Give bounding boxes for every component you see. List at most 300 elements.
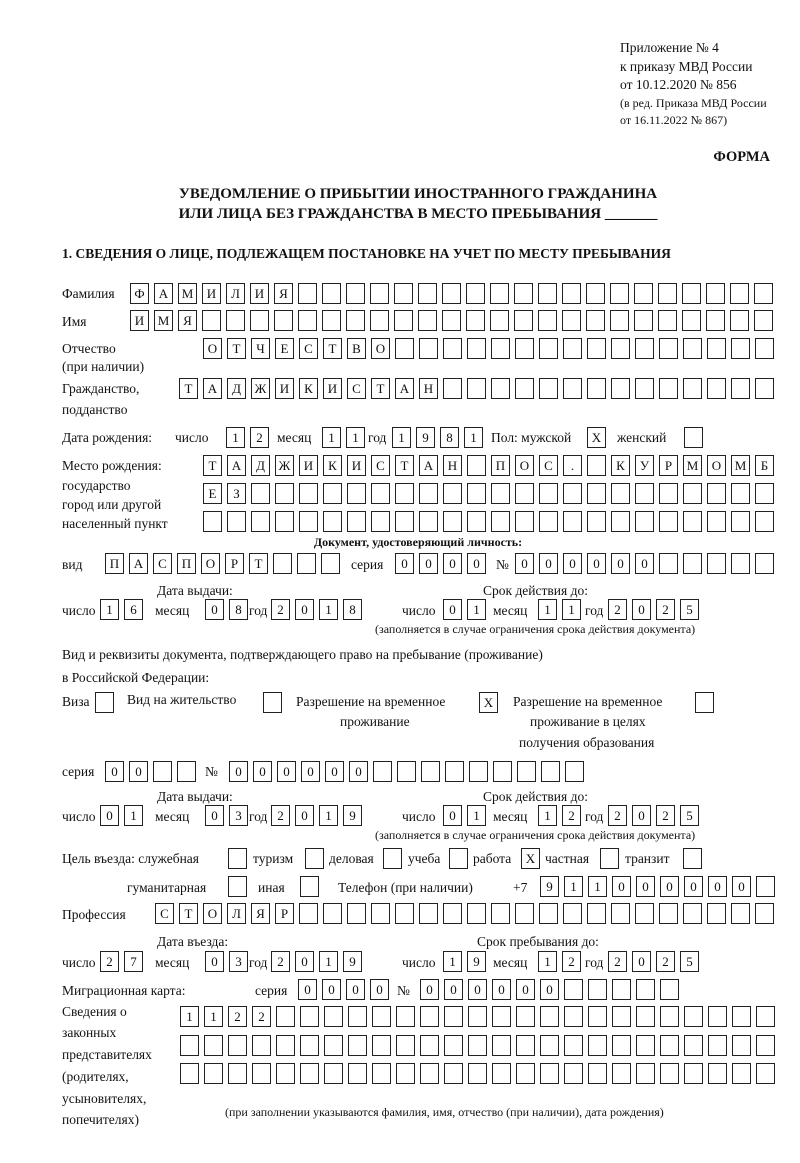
char-cell[interactable]: Ж xyxy=(275,455,294,476)
char-cell[interactable] xyxy=(659,483,678,504)
char-cell[interactable]: 1 xyxy=(538,951,557,972)
char-cell[interactable] xyxy=(611,511,630,532)
char-cell[interactable]: 0 xyxy=(277,761,296,782)
char-cell[interactable] xyxy=(684,1006,703,1027)
checkbox-cell[interactable] xyxy=(305,848,324,869)
char-cell[interactable] xyxy=(323,903,342,924)
char-cell[interactable] xyxy=(756,1035,775,1056)
char-cell[interactable] xyxy=(564,1006,583,1027)
char-cell[interactable] xyxy=(684,1035,703,1056)
char-cell[interactable]: И xyxy=(202,283,221,304)
char-cell[interactable] xyxy=(202,310,221,331)
char-cell[interactable] xyxy=(563,378,582,399)
char-cell[interactable] xyxy=(490,283,509,304)
checkbox-cell[interactable] xyxy=(263,692,282,713)
char-cell[interactable]: 0 xyxy=(100,805,119,826)
char-cell[interactable]: С xyxy=(539,455,558,476)
char-cell[interactable] xyxy=(322,283,341,304)
char-cell[interactable] xyxy=(419,338,438,359)
char-cell[interactable]: 9 xyxy=(343,951,362,972)
char-cell[interactable]: О xyxy=(371,338,390,359)
char-cell[interactable] xyxy=(754,283,773,304)
char-cell[interactable]: Е xyxy=(203,483,222,504)
char-cell[interactable] xyxy=(443,483,462,504)
char-cell[interactable]: К xyxy=(323,455,342,476)
char-cell[interactable] xyxy=(467,338,486,359)
char-cell[interactable]: 0 xyxy=(515,553,534,574)
char-cell[interactable] xyxy=(492,1006,511,1027)
char-cell[interactable]: 9 xyxy=(343,805,362,826)
char-cell[interactable] xyxy=(394,310,413,331)
char-cell[interactable] xyxy=(421,761,440,782)
char-cell[interactable] xyxy=(396,1035,415,1056)
char-cell[interactable] xyxy=(322,310,341,331)
char-cell[interactable] xyxy=(636,1006,655,1027)
char-cell[interactable] xyxy=(372,1035,391,1056)
char-cell[interactable]: 0 xyxy=(563,553,582,574)
char-cell[interactable] xyxy=(324,1063,343,1084)
checkbox-cell[interactable] xyxy=(228,876,247,897)
char-cell[interactable]: 0 xyxy=(516,979,535,1000)
char-cell[interactable] xyxy=(539,338,558,359)
char-cell[interactable]: 1 xyxy=(319,805,338,826)
char-cell[interactable] xyxy=(346,310,365,331)
char-cell[interactable] xyxy=(372,1006,391,1027)
char-cell[interactable] xyxy=(394,283,413,304)
char-cell[interactable]: 0 xyxy=(632,805,651,826)
char-cell[interactable]: 8 xyxy=(343,599,362,620)
char-cell[interactable]: З xyxy=(227,483,246,504)
char-cell[interactable]: 2 xyxy=(250,427,269,448)
char-cell[interactable]: 0 xyxy=(635,553,654,574)
char-cell[interactable]: М xyxy=(178,283,197,304)
char-cell[interactable] xyxy=(516,1063,535,1084)
char-cell[interactable]: 1 xyxy=(124,805,143,826)
char-cell[interactable] xyxy=(636,1035,655,1056)
char-cell[interactable] xyxy=(539,903,558,924)
char-cell[interactable]: 1 xyxy=(443,951,462,972)
char-cell[interactable] xyxy=(539,511,558,532)
char-cell[interactable] xyxy=(755,903,774,924)
char-cell[interactable] xyxy=(443,338,462,359)
char-cell[interactable] xyxy=(204,1063,223,1084)
char-cell[interactable] xyxy=(610,310,629,331)
checkbox-cell[interactable] xyxy=(383,848,402,869)
char-cell[interactable] xyxy=(492,1063,511,1084)
char-cell[interactable]: Л xyxy=(227,903,246,924)
char-cell[interactable]: Т xyxy=(395,455,414,476)
char-cell[interactable] xyxy=(660,1035,679,1056)
char-cell[interactable] xyxy=(397,761,416,782)
char-cell[interactable] xyxy=(395,903,414,924)
char-cell[interactable] xyxy=(540,1006,559,1027)
char-cell[interactable] xyxy=(180,1035,199,1056)
char-cell[interactable]: К xyxy=(299,378,318,399)
char-cell[interactable] xyxy=(492,1035,511,1056)
char-cell[interactable]: У xyxy=(635,455,654,476)
char-cell[interactable] xyxy=(347,483,366,504)
char-cell[interactable] xyxy=(467,455,486,476)
char-cell[interactable] xyxy=(683,378,702,399)
char-cell[interactable] xyxy=(275,483,294,504)
char-cell[interactable] xyxy=(612,1035,631,1056)
char-cell[interactable] xyxy=(635,511,654,532)
char-cell[interactable]: А xyxy=(203,378,222,399)
char-cell[interactable] xyxy=(276,1035,295,1056)
char-cell[interactable] xyxy=(468,1035,487,1056)
char-cell[interactable] xyxy=(683,903,702,924)
char-cell[interactable] xyxy=(611,378,630,399)
char-cell[interactable]: 0 xyxy=(467,553,486,574)
char-cell[interactable] xyxy=(611,483,630,504)
char-cell[interactable] xyxy=(587,378,606,399)
char-cell[interactable] xyxy=(491,903,510,924)
char-cell[interactable] xyxy=(658,283,677,304)
char-cell[interactable] xyxy=(708,1006,727,1027)
char-cell[interactable]: 1 xyxy=(464,427,483,448)
char-cell[interactable]: 0 xyxy=(395,553,414,574)
char-cell[interactable] xyxy=(564,1063,583,1084)
char-cell[interactable] xyxy=(659,378,678,399)
char-cell[interactable] xyxy=(491,338,510,359)
char-cell[interactable]: Т xyxy=(227,338,246,359)
char-cell[interactable]: 0 xyxy=(632,951,651,972)
char-cell[interactable]: 0 xyxy=(295,951,314,972)
char-cell[interactable] xyxy=(468,1063,487,1084)
char-cell[interactable] xyxy=(587,511,606,532)
char-cell[interactable]: Д xyxy=(227,378,246,399)
char-cell[interactable]: Б xyxy=(755,455,774,476)
char-cell[interactable]: 0 xyxy=(370,979,389,1000)
char-cell[interactable] xyxy=(707,378,726,399)
char-cell[interactable]: 0 xyxy=(301,761,320,782)
char-cell[interactable]: П xyxy=(105,553,124,574)
char-cell[interactable]: 2 xyxy=(271,805,290,826)
char-cell[interactable] xyxy=(683,338,702,359)
char-cell[interactable] xyxy=(516,1006,535,1027)
char-cell[interactable]: Е xyxy=(275,338,294,359)
char-cell[interactable] xyxy=(396,1063,415,1084)
char-cell[interactable] xyxy=(587,483,606,504)
char-cell[interactable] xyxy=(634,283,653,304)
char-cell[interactable] xyxy=(515,511,534,532)
char-cell[interactable] xyxy=(611,903,630,924)
char-cell[interactable]: 0 xyxy=(708,876,727,897)
char-cell[interactable] xyxy=(298,283,317,304)
char-cell[interactable]: Н xyxy=(443,455,462,476)
char-cell[interactable] xyxy=(515,903,534,924)
char-cell[interactable] xyxy=(297,553,316,574)
char-cell[interactable]: 9 xyxy=(416,427,435,448)
char-cell[interactable] xyxy=(300,1063,319,1084)
char-cell[interactable]: 1 xyxy=(467,599,486,620)
char-cell[interactable] xyxy=(153,761,172,782)
char-cell[interactable]: 0 xyxy=(205,599,224,620)
char-cell[interactable] xyxy=(540,1035,559,1056)
char-cell[interactable] xyxy=(635,483,654,504)
char-cell[interactable] xyxy=(203,511,222,532)
char-cell[interactable]: 1 xyxy=(100,599,119,620)
char-cell[interactable] xyxy=(491,483,510,504)
checkbox-cell[interactable] xyxy=(683,848,702,869)
char-cell[interactable] xyxy=(755,338,774,359)
char-cell[interactable] xyxy=(274,310,293,331)
char-cell[interactable]: 1 xyxy=(588,876,607,897)
char-cell[interactable] xyxy=(611,338,630,359)
char-cell[interactable] xyxy=(299,903,318,924)
char-cell[interactable] xyxy=(420,1006,439,1027)
char-cell[interactable]: 0 xyxy=(420,979,439,1000)
char-cell[interactable]: 0 xyxy=(443,599,462,620)
char-cell[interactable]: Д xyxy=(251,455,270,476)
char-cell[interactable]: Р xyxy=(225,553,244,574)
char-cell[interactable] xyxy=(756,1063,775,1084)
char-cell[interactable] xyxy=(682,310,701,331)
char-cell[interactable] xyxy=(708,1063,727,1084)
char-cell[interactable] xyxy=(466,310,485,331)
checkbox-cell[interactable] xyxy=(695,692,714,713)
char-cell[interactable] xyxy=(346,283,365,304)
char-cell[interactable] xyxy=(276,1063,295,1084)
char-cell[interactable]: С xyxy=(153,553,172,574)
char-cell[interactable] xyxy=(418,283,437,304)
char-cell[interactable]: 1 xyxy=(392,427,411,448)
char-cell[interactable] xyxy=(371,511,390,532)
checkbox-cell[interactable] xyxy=(95,692,114,713)
char-cell[interactable] xyxy=(755,378,774,399)
char-cell[interactable]: Ж xyxy=(251,378,270,399)
char-cell[interactable]: М xyxy=(731,455,750,476)
char-cell[interactable] xyxy=(732,1006,751,1027)
char-cell[interactable] xyxy=(659,338,678,359)
char-cell[interactable] xyxy=(444,1035,463,1056)
char-cell[interactable] xyxy=(635,903,654,924)
char-cell[interactable] xyxy=(324,1035,343,1056)
char-cell[interactable] xyxy=(491,378,510,399)
char-cell[interactable]: Т xyxy=(249,553,268,574)
char-cell[interactable] xyxy=(588,979,607,1000)
char-cell[interactable]: 5 xyxy=(680,599,699,620)
char-cell[interactable]: 0 xyxy=(298,979,317,1000)
char-cell[interactable]: К xyxy=(611,455,630,476)
char-cell[interactable] xyxy=(516,1035,535,1056)
char-cell[interactable] xyxy=(707,553,726,574)
char-cell[interactable] xyxy=(731,378,750,399)
char-cell[interactable] xyxy=(467,483,486,504)
char-cell[interactable] xyxy=(588,1063,607,1084)
char-cell[interactable] xyxy=(756,1006,775,1027)
char-cell[interactable]: Ч xyxy=(251,338,270,359)
char-cell[interactable] xyxy=(731,483,750,504)
checkbox-cell[interactable] xyxy=(600,848,619,869)
char-cell[interactable]: 1 xyxy=(180,1006,199,1027)
char-cell[interactable] xyxy=(634,310,653,331)
char-cell[interactable] xyxy=(707,511,726,532)
char-cell[interactable] xyxy=(610,283,629,304)
char-cell[interactable]: 9 xyxy=(467,951,486,972)
char-cell[interactable] xyxy=(612,1063,631,1084)
char-cell[interactable] xyxy=(612,979,631,1000)
char-cell[interactable] xyxy=(587,903,606,924)
char-cell[interactable]: 2 xyxy=(656,805,675,826)
char-cell[interactable]: М xyxy=(683,455,702,476)
char-cell[interactable] xyxy=(493,761,512,782)
char-cell[interactable] xyxy=(419,903,438,924)
char-cell[interactable]: Р xyxy=(659,455,678,476)
char-cell[interactable]: А xyxy=(227,455,246,476)
char-cell[interactable] xyxy=(419,511,438,532)
char-cell[interactable]: 0 xyxy=(611,553,630,574)
char-cell[interactable] xyxy=(636,1063,655,1084)
char-cell[interactable] xyxy=(683,483,702,504)
char-cell[interactable]: 1 xyxy=(322,427,341,448)
checkbox-cell[interactable] xyxy=(684,427,703,448)
char-cell[interactable] xyxy=(660,1006,679,1027)
char-cell[interactable] xyxy=(541,761,560,782)
char-cell[interactable] xyxy=(300,1035,319,1056)
char-cell[interactable]: 0 xyxy=(732,876,751,897)
char-cell[interactable]: 0 xyxy=(346,979,365,1000)
char-cell[interactable] xyxy=(683,511,702,532)
char-cell[interactable] xyxy=(706,310,725,331)
checkbox-cell[interactable] xyxy=(228,848,247,869)
char-cell[interactable] xyxy=(467,903,486,924)
char-cell[interactable]: 2 xyxy=(100,951,119,972)
char-cell[interactable]: 0 xyxy=(468,979,487,1000)
char-cell[interactable]: И xyxy=(347,455,366,476)
char-cell[interactable]: 0 xyxy=(105,761,124,782)
char-cell[interactable]: 3 xyxy=(229,951,248,972)
char-cell[interactable]: 2 xyxy=(252,1006,271,1027)
char-cell[interactable] xyxy=(420,1035,439,1056)
char-cell[interactable] xyxy=(348,1063,367,1084)
char-cell[interactable]: 0 xyxy=(632,599,651,620)
char-cell[interactable] xyxy=(443,511,462,532)
char-cell[interactable] xyxy=(659,511,678,532)
char-cell[interactable]: И xyxy=(323,378,342,399)
char-cell[interactable] xyxy=(469,761,488,782)
char-cell[interactable]: С xyxy=(155,903,174,924)
char-cell[interactable]: 0 xyxy=(229,761,248,782)
char-cell[interactable] xyxy=(562,283,581,304)
char-cell[interactable]: 0 xyxy=(540,979,559,1000)
char-cell[interactable]: 0 xyxy=(325,761,344,782)
char-cell[interactable] xyxy=(372,1063,391,1084)
char-cell[interactable] xyxy=(732,1063,751,1084)
char-cell[interactable]: 0 xyxy=(349,761,368,782)
char-cell[interactable]: Т xyxy=(371,378,390,399)
char-cell[interactable] xyxy=(731,553,750,574)
char-cell[interactable] xyxy=(321,553,340,574)
char-cell[interactable]: 0 xyxy=(612,876,631,897)
char-cell[interactable] xyxy=(612,1006,631,1027)
char-cell[interactable] xyxy=(707,903,726,924)
char-cell[interactable]: 0 xyxy=(684,876,703,897)
char-cell[interactable] xyxy=(635,338,654,359)
char-cell[interactable]: 0 xyxy=(492,979,511,1000)
char-cell[interactable] xyxy=(708,1035,727,1056)
char-cell[interactable]: Л xyxy=(226,283,245,304)
char-cell[interactable]: Я xyxy=(178,310,197,331)
char-cell[interactable] xyxy=(588,1006,607,1027)
char-cell[interactable] xyxy=(659,553,678,574)
char-cell[interactable]: 2 xyxy=(608,951,627,972)
char-cell[interactable]: 0 xyxy=(295,805,314,826)
char-cell[interactable]: 1 xyxy=(226,427,245,448)
char-cell[interactable]: Т xyxy=(203,455,222,476)
char-cell[interactable]: И xyxy=(250,283,269,304)
char-cell[interactable] xyxy=(540,1063,559,1084)
char-cell[interactable]: Ф xyxy=(130,283,149,304)
char-cell[interactable]: П xyxy=(491,455,510,476)
char-cell[interactable] xyxy=(467,378,486,399)
char-cell[interactable] xyxy=(731,338,750,359)
char-cell[interactable] xyxy=(683,553,702,574)
char-cell[interactable] xyxy=(419,483,438,504)
char-cell[interactable]: А xyxy=(419,455,438,476)
checkbox-cell[interactable] xyxy=(449,848,468,869)
char-cell[interactable]: 8 xyxy=(440,427,459,448)
char-cell[interactable] xyxy=(395,338,414,359)
char-cell[interactable] xyxy=(514,310,533,331)
char-cell[interactable] xyxy=(420,1063,439,1084)
char-cell[interactable]: О xyxy=(201,553,220,574)
char-cell[interactable] xyxy=(755,553,774,574)
char-cell[interactable] xyxy=(586,283,605,304)
char-cell[interactable]: 0 xyxy=(295,599,314,620)
char-cell[interactable] xyxy=(226,310,245,331)
char-cell[interactable] xyxy=(515,483,534,504)
char-cell[interactable]: 2 xyxy=(608,805,627,826)
char-cell[interactable] xyxy=(445,761,464,782)
char-cell[interactable] xyxy=(515,378,534,399)
char-cell[interactable] xyxy=(707,483,726,504)
char-cell[interactable] xyxy=(539,378,558,399)
char-cell[interactable] xyxy=(467,511,486,532)
char-cell[interactable] xyxy=(371,903,390,924)
char-cell[interactable] xyxy=(466,283,485,304)
char-cell[interactable] xyxy=(731,903,750,924)
char-cell[interactable] xyxy=(586,310,605,331)
char-cell[interactable]: 6 xyxy=(124,599,143,620)
char-cell[interactable]: В xyxy=(347,338,366,359)
char-cell[interactable] xyxy=(563,903,582,924)
char-cell[interactable]: А xyxy=(395,378,414,399)
char-cell[interactable] xyxy=(347,511,366,532)
char-cell[interactable]: 0 xyxy=(419,553,438,574)
char-cell[interactable]: 2 xyxy=(562,951,581,972)
char-cell[interactable] xyxy=(370,310,389,331)
char-cell[interactable]: 5 xyxy=(680,805,699,826)
char-cell[interactable] xyxy=(228,1063,247,1084)
char-cell[interactable]: 1 xyxy=(562,599,581,620)
char-cell[interactable] xyxy=(275,511,294,532)
char-cell[interactable]: И xyxy=(130,310,149,331)
char-cell[interactable]: 1 xyxy=(204,1006,223,1027)
char-cell[interactable]: 0 xyxy=(205,805,224,826)
char-cell[interactable]: 0 xyxy=(636,876,655,897)
char-cell[interactable] xyxy=(517,761,536,782)
char-cell[interactable] xyxy=(251,511,270,532)
char-cell[interactable] xyxy=(468,1006,487,1027)
char-cell[interactable] xyxy=(298,310,317,331)
char-cell[interactable] xyxy=(180,1063,199,1084)
char-cell[interactable] xyxy=(395,483,414,504)
char-cell[interactable] xyxy=(635,378,654,399)
char-cell[interactable] xyxy=(754,310,773,331)
char-cell[interactable]: 2 xyxy=(608,599,627,620)
char-cell[interactable]: О xyxy=(707,455,726,476)
